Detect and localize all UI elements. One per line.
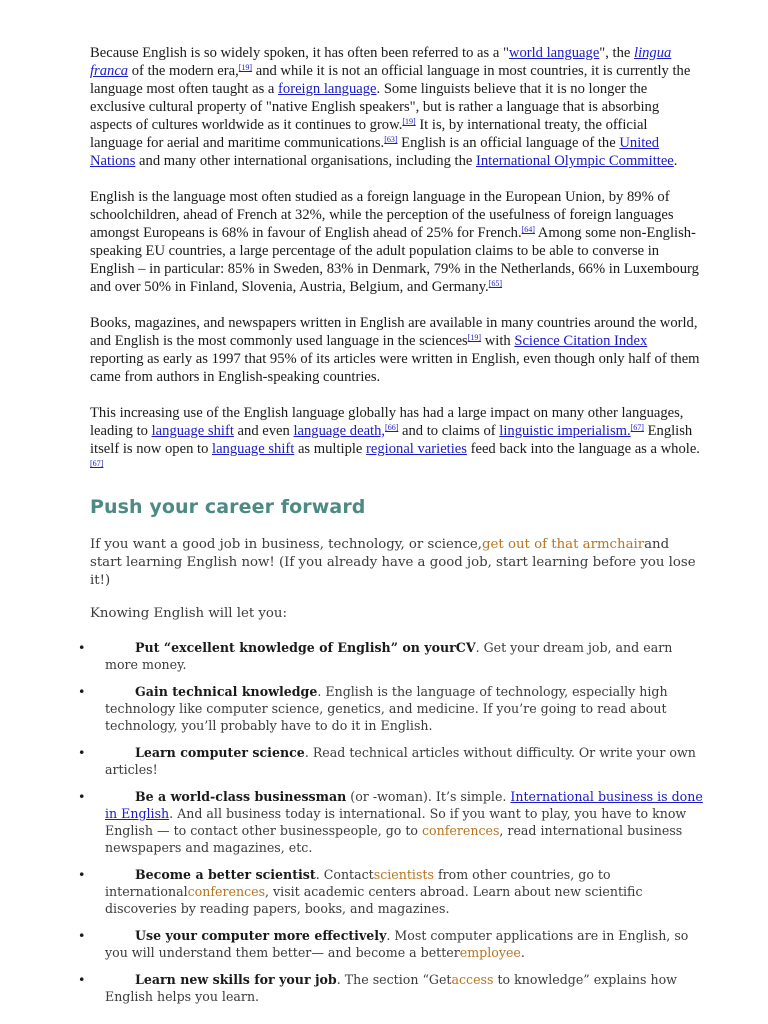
citation[interactable]: [19] <box>238 63 253 72</box>
link-international-business[interactable]: International business is done in English <box>105 789 703 821</box>
article-body <box>90 44 700 476</box>
career-lead: Knowing English will let you: <box>90 606 287 621</box>
citation[interactable]: [19] <box>467 333 482 342</box>
paragraph-sciences: Books, magazines, and newspapers written in English are available in many countries around the world, and English is the most commonly used language in the sciences[19] with Science Citation Index reporting as early as 1997 that 95% of its articles were written in English, even though only half of them came from authors in English-speaking countries. <box>90 315 700 385</box>
link-lingua-franca[interactable]: lingua franca <box>90 45 672 79</box>
link-conferences[interactable]: conferences <box>422 823 500 838</box>
citation[interactable]: [66] <box>385 423 399 432</box>
bullet-icon: • <box>78 867 86 882</box>
link-employee[interactable]: employee <box>459 945 521 960</box>
link-scientists[interactable]: scientists <box>373 867 434 882</box>
link-cv[interactable]: CV <box>455 640 476 655</box>
link-world-language[interactable]: world language <box>508 45 600 61</box>
citation[interactable]: [63] <box>384 135 398 144</box>
citation[interactable]: [19] <box>402 117 416 126</box>
bullet-icon: • <box>78 640 86 655</box>
paragraph-european-union: English is the language most often studied as a foreign language in the European Union, by 89% of schoolchildren, ahead of French at 32%, while the perception of the usefulness of foreign languages amongst Europeans is 68% in favour of English ahead of 25% for French.[64] Among some non-English-speaking EU countries, a large percentage of the adult population claims to be able to converse in English – in particular: 85% in Sweden, 83% in Denmark, 79% in the Netherlands, 66% in Luxembourg and over 50% in Finland, Slovenia, Austria, Belgium, and Germany.[65] <box>90 189 699 295</box>
link-regional-varieties[interactable]: regional varieties <box>366 441 467 457</box>
link-armchair[interactable]: get out of that armchair <box>482 537 645 552</box>
career-intro: If you want a good job in business, technology, or science,get out of that armchairand start learning English now! (If you already have a good job, start learning before you lose it!) <box>90 537 696 588</box>
link-international-olympic-committee[interactable]: International Olympic Committee <box>476 153 674 169</box>
list-item-computer: • Use your computer more effectively. Most computer applications are in English, so you will understand them better— and become a betteremployee. <box>78 928 689 960</box>
career-section <box>78 496 703 1005</box>
link-conferences-2[interactable]: conferences <box>187 884 266 899</box>
link-science-citation-index[interactable]: Science Citation Index <box>514 333 648 349</box>
paragraph-world-language: Because English is so widely spoken, it has often been referred to as a "world language", the lingua franca of the modern era,[19] and while it is not an official language in most countries, it is currently the language most often taught as a foreign language. Some linguists believe that it is no longer the exclusive cultural property of "native English speakers", but is rather a language that is absorbing aspects of cultures worldwide as it continues to grow.[19] It is, by international treaty, the official language for aerial and maritime communications.[63] English is an official language of the United Nations and many other international organisations, including the International Olympic Committee. <box>90 45 691 169</box>
citation[interactable]: [67] <box>630 423 644 432</box>
list-item-computer-science: • Learn computer science. Read technical articles without difficulty. Or write your own articles! <box>78 745 696 777</box>
bullet-icon: • <box>78 745 86 760</box>
citation[interactable]: [64] <box>521 225 535 234</box>
benefits-list <box>78 639 703 1005</box>
list-item-technical: • Gain technical knowledge. English is the language of technology, especially high technology like computer science, genetics, and medicine. If you’re going to read about technology, you’ll probably have to do it in English. <box>78 684 668 733</box>
list-item-business: • Be a world-class businessman (or -woman). It’s simple. International business is done in English. And all business today is international. So if you want to play, you have to know English — to contact other businesspeople, go to conferences, read international business newspapers and magazines, etc. <box>78 789 703 855</box>
link-scientist[interactable]: scientist <box>255 867 316 882</box>
link-language-death[interactable]: language death, <box>293 423 386 439</box>
link-language-shift-2[interactable]: language shift <box>212 441 295 457</box>
paragraph-language-shift: This increasing use of the English language globally has had a large impact on many other languages, leading to language shift and even language death,[66] and to claims of linguistic imperialism.[67] English itself is now open to language shift as multiple regional varieties feed back into the language as a whole.[67] <box>90 405 700 468</box>
list-item-scientist: • Become a better scientist. Contactscientists from other countries, go to internationalconferences, visit academic centers abroad. Learn about new scientific discoveries by reading papers, books, and magazines. <box>78 867 643 916</box>
link-access[interactable]: access <box>451 972 494 987</box>
link-linguistic-imperialism[interactable]: linguistic imperialism. <box>499 423 631 439</box>
bullet-icon: • <box>78 789 86 804</box>
link-united-nations[interactable]: United Nations <box>90 135 660 169</box>
link-language-shift[interactable]: language shift <box>151 423 234 439</box>
document-page <box>78 44 703 1015</box>
bullet-icon: • <box>78 972 86 987</box>
list-item-cv: • Put “excellent knowledge of English” on yourCV. Get your dream job, and earn more money. <box>78 640 673 672</box>
link-foreign-language[interactable]: foreign language <box>278 81 377 97</box>
citation[interactable]: [65] <box>488 279 503 288</box>
bullet-icon: • <box>78 928 86 943</box>
citation[interactable]: [67] <box>90 459 104 468</box>
section-heading: Push your career forward <box>90 496 366 518</box>
bullet-icon: • <box>78 684 86 699</box>
list-item-skills: • Learn new skills for your job. The section “Getaccess to knowledge” explains how English helps you learn. <box>78 972 677 1004</box>
